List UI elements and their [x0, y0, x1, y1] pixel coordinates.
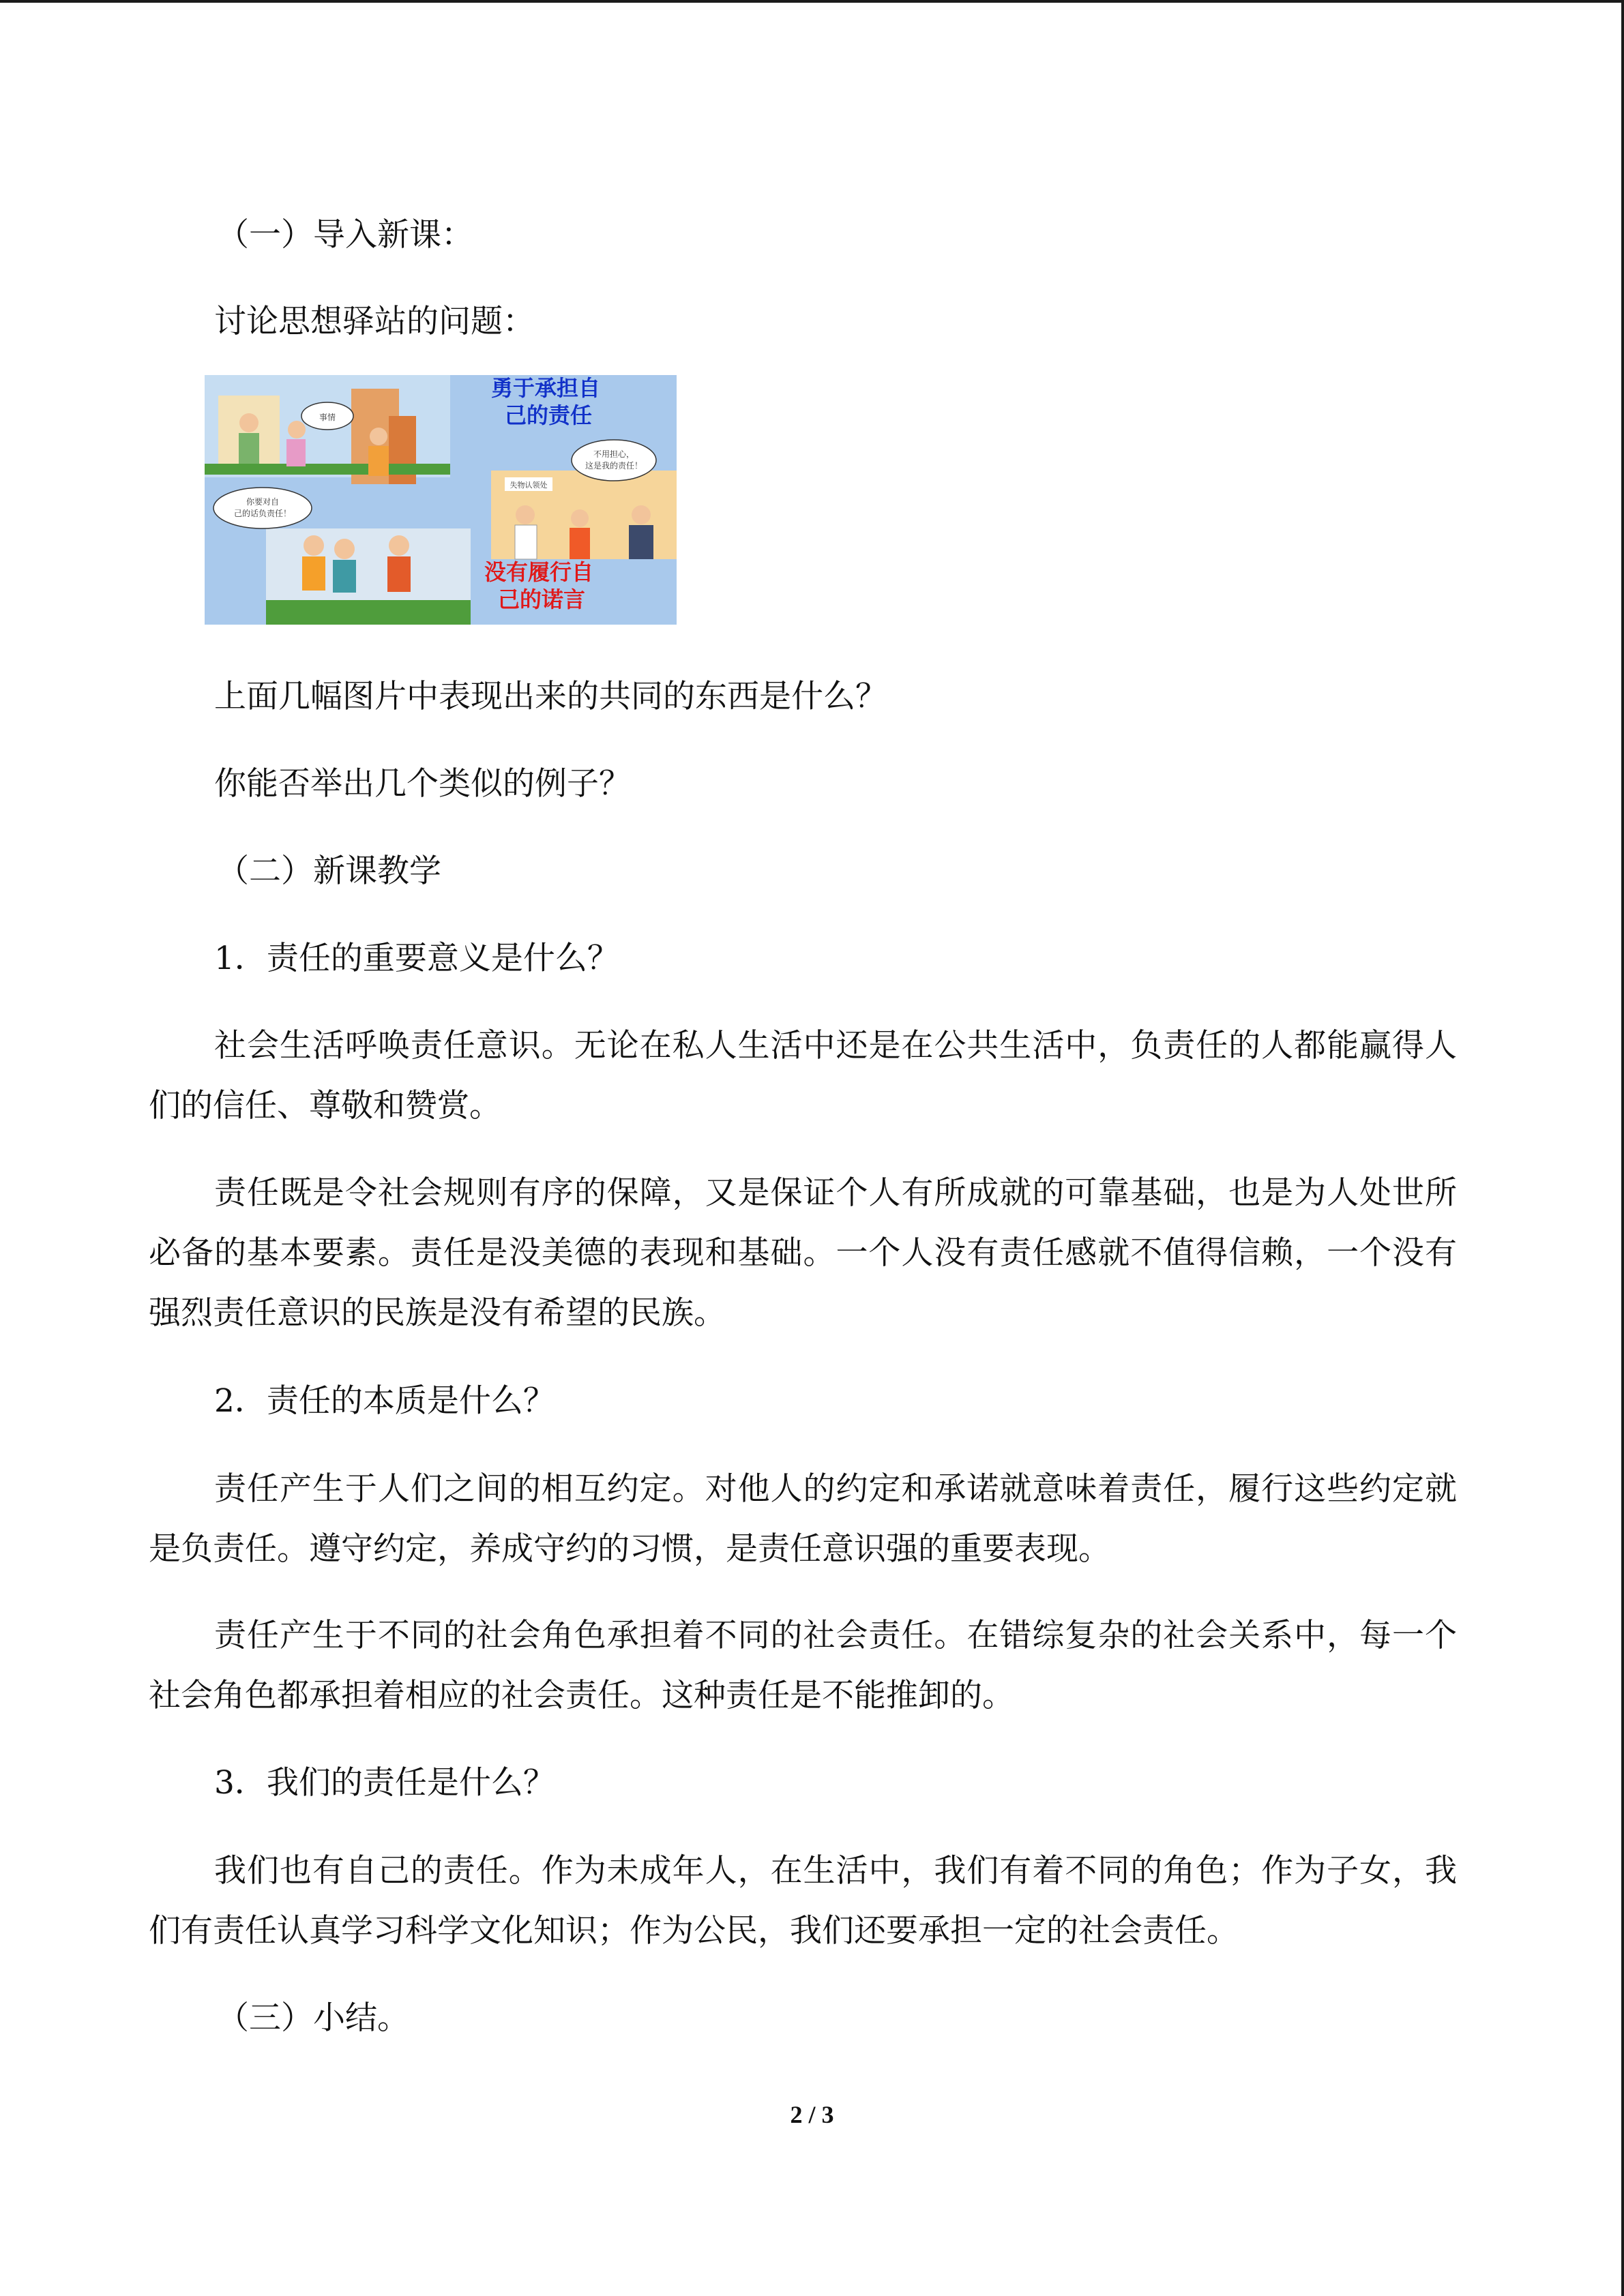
page-number: 2 / 3 — [790, 2101, 834, 2128]
question-2: 你能否举出几个类似的例子？ — [214, 765, 631, 803]
caption-bottom-line2: 己的诺言 — [498, 586, 586, 612]
new-lesson-heading: （二）新课教学 — [217, 852, 441, 890]
question-1: 上面几幅图片中表现出来的共同的东西是什么？ — [214, 678, 887, 715]
svg-text:不用担心，: 不用担心， — [593, 449, 635, 459]
caption-top-line1: 勇于承担自 — [491, 375, 601, 401]
section-1-title: 1．责任的重要意义是什么？ — [214, 940, 619, 977]
section-2-title: 2．责任的本质是什么？ — [214, 1382, 555, 1420]
caption-bottom-line1: 没有履行自 — [484, 559, 594, 585]
svg-text:这是我的责任！: 这是我的责任！ — [585, 461, 643, 471]
section-1-paragraph-1: 社会生活呼唤责任意识。无论在私人生活中还是在公共生活中，负责任的人都能赢得人们的信任、尊敬和赞赏。 — [149, 1027, 1457, 1124]
section-3-paragraph-1: 我们也有自己的责任。作为未成年人，在生活中，我们有着不同的角色；作为子女，我们有责任认真学习科学文化知识；作为公民，我们还要承担一定的社会责任。 — [149, 1852, 1457, 1950]
svg-text:事情: 事情 — [319, 413, 336, 422]
svg-text:己的话负责任！: 己的话负责任！ — [233, 509, 292, 518]
page-border-top — [0, 0, 1624, 3]
svg-text:你要对自: 你要对自 — [246, 497, 280, 507]
discussion-illustration — [205, 375, 677, 625]
speech-bubble-3 — [213, 488, 312, 528]
caption-top-line2: 己的责任 — [505, 402, 593, 428]
section-1-paragraph-2: 责任既是令社会规则有序的保障，又是保证个人有所成就的可靠基础，也是为人处世所必备的基本要素。责任是没美德的表现和基础。一个人没有责任感就不值得信赖，一个没有强烈责任意识的民族是没有希望的民族。 — [149, 1174, 1457, 1332]
section-3-title: 3．我们的责任是什么？ — [214, 1764, 555, 1802]
lost-found-sign: 失物认领处 — [510, 481, 548, 490]
summary-heading: （三）小结。 — [217, 1999, 409, 2037]
page-border-right — [1621, 0, 1624, 2296]
section-2-paragraph-1: 责任产生于人们之间的相互约定。对他人的约定和承诺就意味着责任，履行这些约定就是负责任。遵守约定，养成守约的习惯，是责任意识强的重要表现。 — [149, 1470, 1457, 1568]
speech-bubble-2 — [572, 440, 656, 481]
intro-heading: （一）导入新课： — [217, 216, 473, 254]
section-2-paragraph-2: 责任产生于不同的社会角色承担着不同的社会责任。在错综复杂的社会关系中，每一个社会角色都承担着相应的社会责任。这种责任是不能推卸的。 — [149, 1617, 1457, 1714]
discussion-prompt: 讨论思想驿站的问题： — [214, 303, 535, 340]
